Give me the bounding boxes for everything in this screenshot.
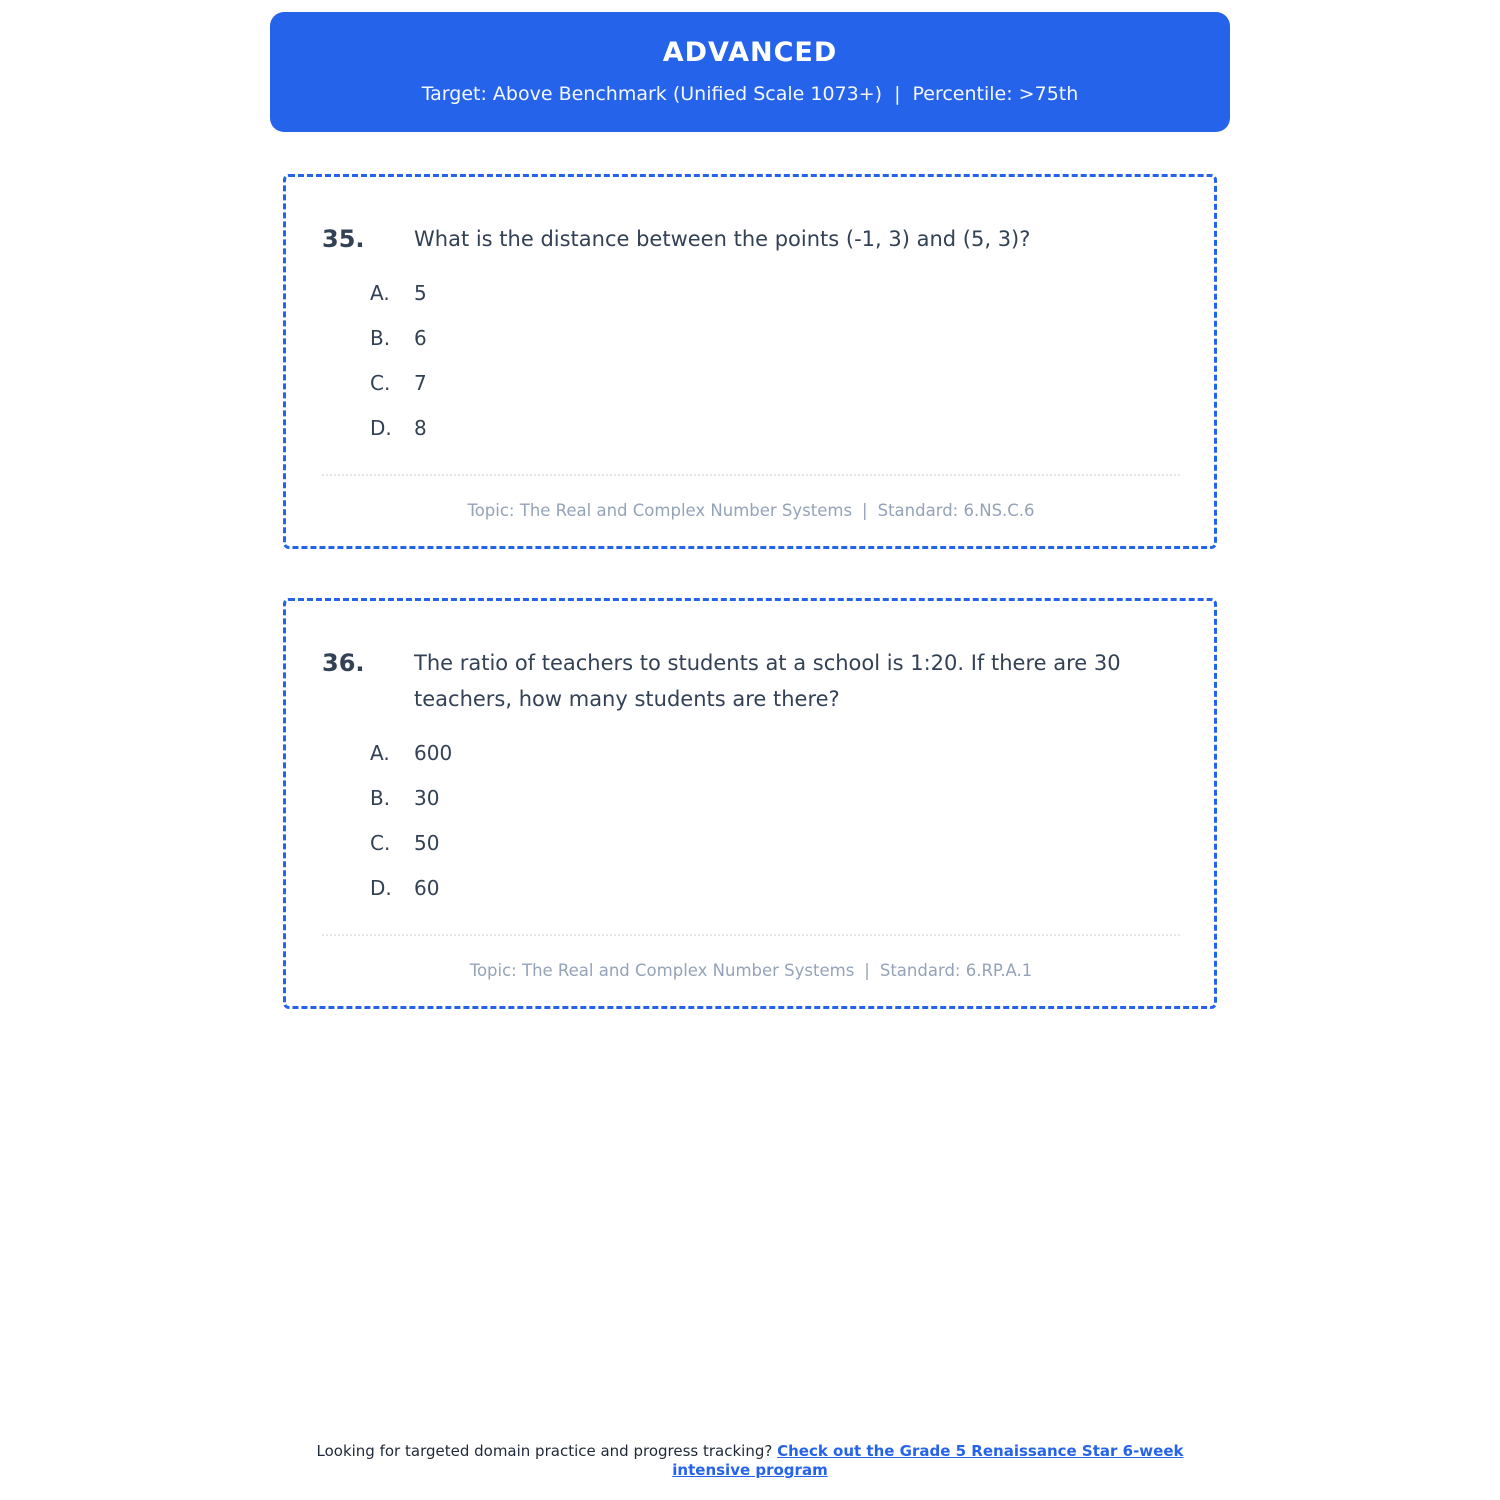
choice-text: 5 xyxy=(414,281,427,305)
choices-list xyxy=(322,279,1180,442)
choice-text: 600 xyxy=(414,741,453,765)
level-percentile: Percentile: >75th xyxy=(912,83,1079,105)
topic-label: Topic: The Real and Complex Number Systems xyxy=(469,961,855,980)
question-text: The ratio of teachers to students at a school is 1:20. If there are 30 teachers, how many students are there? xyxy=(414,651,1121,711)
meta-separator: | xyxy=(864,961,870,980)
choice-d xyxy=(322,414,1180,442)
choice-text: 50 xyxy=(414,831,440,855)
meta-separator: | xyxy=(862,501,868,520)
choice-text: 8 xyxy=(414,416,427,440)
choice-letter: D. xyxy=(370,876,392,900)
choice-b xyxy=(322,324,1180,352)
choice-text: 6 xyxy=(414,326,427,350)
promo-text: Looking for targeted domain practice and progress tracking? xyxy=(316,1442,773,1460)
question-text: What is the distance between the points (-1, 3) and (5, 3)? xyxy=(414,227,1031,251)
choice-a xyxy=(322,279,1180,307)
question-meta xyxy=(322,960,1180,981)
question-meta xyxy=(322,500,1180,521)
meta-divider xyxy=(322,474,1180,476)
standard-label: Standard: 6.NS.C.6 xyxy=(877,501,1035,520)
subtitle-separator: | xyxy=(894,83,901,105)
choice-letter: C. xyxy=(370,831,391,855)
choices-list xyxy=(322,739,1180,902)
question-number: 36. xyxy=(322,649,365,677)
question-number: 35. xyxy=(322,225,365,253)
question-row xyxy=(322,645,1180,717)
choice-a xyxy=(322,739,1180,767)
question-card-35 xyxy=(283,174,1217,549)
question-card-36 xyxy=(283,598,1217,1009)
question-row xyxy=(322,221,1180,257)
choice-d xyxy=(322,874,1180,902)
choice-text: 30 xyxy=(414,786,440,810)
level-subtitle xyxy=(290,83,1210,105)
choice-text: 7 xyxy=(414,371,427,395)
standard-label: Standard: 6.RP.A.1 xyxy=(879,961,1033,980)
choice-letter: C. xyxy=(370,371,391,395)
topic-label: Topic: The Real and Complex Number Systems xyxy=(467,501,853,520)
choice-c xyxy=(322,829,1180,857)
choice-c xyxy=(322,369,1180,397)
choice-letter: A. xyxy=(370,741,390,765)
level-target: Target: Above Benchmark (Unified Scale 1073+) xyxy=(421,83,883,105)
choice-text: 60 xyxy=(414,876,440,900)
level-banner xyxy=(270,12,1230,132)
meta-divider xyxy=(322,934,1180,936)
choice-letter: A. xyxy=(370,281,390,305)
promo-footer xyxy=(308,1442,1192,1480)
choice-letter: B. xyxy=(370,326,391,350)
choice-letter: B. xyxy=(370,786,391,810)
promo-link[interactable]: Check out the Grade 5 Renaissance Star 6-week intensive program xyxy=(672,1442,1184,1479)
choice-b xyxy=(322,784,1180,812)
level-title: ADVANCED xyxy=(662,37,838,68)
page-container xyxy=(270,0,1230,1009)
choice-letter: D. xyxy=(370,416,392,440)
